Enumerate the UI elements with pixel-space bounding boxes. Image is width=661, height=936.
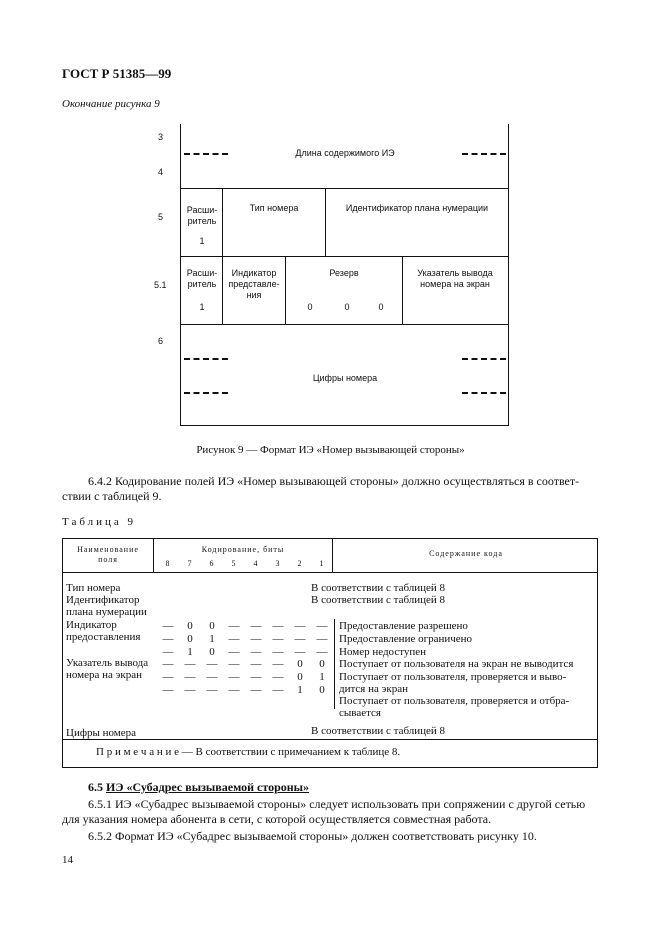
continuation-dash bbox=[184, 358, 228, 360]
bit-value: — bbox=[294, 620, 306, 632]
content-length-label: Длина содержимого ИЭ bbox=[295, 148, 395, 158]
bit-header: 5 bbox=[231, 559, 237, 568]
bit-value: 0 bbox=[297, 671, 303, 683]
bit-value: — bbox=[316, 620, 328, 632]
figure-caption: Рисунок 9 — Формат ИЭ «Номер вызывающей стороны» bbox=[196, 444, 465, 456]
bit-value: — bbox=[206, 684, 218, 696]
frame-divider bbox=[285, 256, 286, 324]
extension-label: Расши- ритель bbox=[186, 205, 218, 226]
number-type-label: Тип номера bbox=[249, 203, 299, 213]
bit-value: — bbox=[162, 671, 174, 683]
bit-value: — bbox=[250, 620, 262, 632]
table-row-name: Индикатор bbox=[66, 619, 117, 631]
frame-divider bbox=[325, 188, 326, 256]
continuation-dash bbox=[184, 153, 228, 155]
bit-value: 1 bbox=[187, 646, 193, 658]
screening-indicator-label: Указатель вывода номера на экран bbox=[417, 268, 493, 289]
table-row-name: Тип номера bbox=[66, 582, 121, 594]
bit-value: — bbox=[162, 633, 174, 645]
bit-value: — bbox=[272, 620, 284, 632]
table-row-name: номера на экран bbox=[66, 669, 143, 681]
bit-header: 2 bbox=[297, 559, 303, 568]
section-6-5-heading bbox=[88, 780, 309, 795]
extension-bit-5-1: 1 bbox=[199, 302, 205, 312]
bit-header: 3 bbox=[275, 559, 281, 568]
paragraph-6-5-2: 6.5.2 Формат ИЭ «Субадрес вызываемой стороны» должен соответствовать рисунку 10. bbox=[88, 829, 537, 843]
table-row-text: дится на экран bbox=[339, 683, 408, 695]
bit-value: — bbox=[228, 671, 240, 683]
bit-header: 1 bbox=[319, 559, 325, 568]
bit-value: — bbox=[162, 620, 174, 632]
bit-header: 4 bbox=[253, 559, 259, 568]
bit-value: 0 bbox=[209, 620, 215, 632]
table-head-content: Содержание кода bbox=[429, 549, 503, 558]
bit-value: 0 bbox=[187, 633, 193, 645]
continuation-dash bbox=[462, 358, 506, 360]
row-number-4: 4 bbox=[158, 167, 164, 177]
table-row-name: предоставления bbox=[66, 631, 141, 643]
bit-value: — bbox=[184, 658, 196, 670]
table-title: Таблица 9 bbox=[62, 516, 137, 528]
bit-header: 6 bbox=[209, 559, 215, 568]
figure-9 bbox=[0, 0, 661, 460]
continuation-dash bbox=[184, 392, 228, 394]
table-note-rule bbox=[63, 739, 597, 740]
table-col-divider bbox=[153, 539, 154, 572]
frame-bottom-edge bbox=[180, 425, 509, 426]
table-head-name: Наименование поля bbox=[77, 545, 139, 564]
frame-line-row5-top bbox=[180, 188, 509, 189]
table-row-name: плана нумерации bbox=[66, 606, 147, 618]
bit-value: — bbox=[184, 671, 196, 683]
continuation-dash bbox=[462, 153, 506, 155]
frame-divider bbox=[402, 256, 403, 324]
bit-header: 8 bbox=[165, 559, 171, 568]
bit-value: — bbox=[272, 646, 284, 658]
standard-code: ГОСТ Р 51385—99 bbox=[62, 66, 172, 81]
bit-value: 0 bbox=[209, 646, 215, 658]
row-number-6: 6 bbox=[158, 336, 164, 346]
bit-value: — bbox=[228, 633, 240, 645]
bit-value: — bbox=[206, 671, 218, 683]
row-number-5-1: 5.1 bbox=[154, 280, 167, 290]
table-row-text: Поступает от пользователя, проверяется и отбра- bbox=[339, 695, 570, 707]
row-number-3: 3 bbox=[158, 132, 164, 142]
bit-value: — bbox=[184, 684, 196, 696]
numbering-plan-label: Идентификатор плана нумерации bbox=[345, 203, 489, 213]
reserve-bit: 0 bbox=[378, 302, 384, 312]
table-row-text: сывается bbox=[339, 707, 381, 719]
table-row-text: Поступает от пользователя, проверяется и выво- bbox=[339, 671, 567, 683]
table-row-name: Цифры номера bbox=[66, 727, 137, 739]
reserve-bit: 0 bbox=[344, 302, 350, 312]
section-number: 6.5 bbox=[88, 780, 103, 794]
bit-value: — bbox=[272, 633, 284, 645]
bit-value: — bbox=[272, 658, 284, 670]
bit-value: 0 bbox=[319, 684, 325, 696]
bit-value: — bbox=[162, 684, 174, 696]
table-row-text: Номер недоступен bbox=[339, 646, 427, 658]
bit-value: — bbox=[294, 646, 306, 658]
bit-value: 1 bbox=[319, 671, 325, 683]
table-row-text: В соответствии с таблицей 8 bbox=[311, 582, 446, 594]
reserve-bit: 0 bbox=[307, 302, 313, 312]
bit-value: — bbox=[316, 646, 328, 658]
bit-header: 7 bbox=[187, 559, 193, 568]
table-row-name: Идентификатор bbox=[66, 594, 140, 606]
paragraph-6-5-1-line1: 6.5.1 ИЭ «Субадрес вызываемой стороны» следует использовать при сопряжении с другой сетью bbox=[88, 797, 586, 811]
paragraph-6-4-2-line1: 6.4.2 Кодирование полей ИЭ «Номер вызывающей стороны» должно осуществляться в соответ- bbox=[88, 474, 580, 488]
paragraph-6-4-2-line2: ствии с таблицей 9. bbox=[62, 489, 162, 503]
bit-value: 0 bbox=[187, 620, 193, 632]
paragraph-6-5-1-line2: для указания номера абонента в сети, с которой осуществляется совместная работа. bbox=[62, 812, 492, 826]
presentation-indicator-label: Индикатор представле- ния bbox=[228, 268, 280, 300]
frame-line-row6-top bbox=[180, 324, 509, 325]
extension-bit: 1 bbox=[199, 236, 205, 246]
bit-value: — bbox=[316, 633, 328, 645]
table-note: П р и м е ч а н и е — В соответствии с примечанием к таблице 8. bbox=[96, 746, 401, 758]
bit-value: — bbox=[206, 658, 218, 670]
frame-line-row51-top bbox=[180, 256, 509, 257]
table-row-text: Поступает от пользователя на экран не выводится bbox=[339, 658, 574, 670]
table-row-name: Указатель вывода bbox=[66, 657, 149, 669]
bit-value: — bbox=[228, 646, 240, 658]
section-title: ИЭ «Субадрес вызываемой стороны» bbox=[106, 780, 310, 794]
frame-right-edge bbox=[508, 124, 509, 426]
row-number-5: 5 bbox=[158, 212, 164, 222]
bit-value: 1 bbox=[297, 684, 303, 696]
bit-value: 1 bbox=[209, 633, 215, 645]
table-9 bbox=[62, 538, 598, 768]
bit-value: — bbox=[250, 684, 262, 696]
bit-value: — bbox=[294, 633, 306, 645]
table-bracket-line bbox=[334, 619, 335, 709]
table-header-rule bbox=[63, 572, 597, 573]
bit-value: — bbox=[272, 671, 284, 683]
frame-divider bbox=[222, 256, 223, 324]
bit-value: — bbox=[250, 658, 262, 670]
extension-label-5-1: Расши- ритель bbox=[186, 268, 218, 289]
bit-value: — bbox=[162, 658, 174, 670]
bit-value: 0 bbox=[319, 658, 325, 670]
bit-value: 0 bbox=[297, 658, 303, 670]
table-row-text: В соответствии с таблицей 8 bbox=[311, 594, 446, 606]
table-row-text: Предоставление ограничено bbox=[339, 633, 473, 645]
bit-value: — bbox=[228, 620, 240, 632]
bit-value: — bbox=[250, 633, 262, 645]
table-row-text: В соответствии с таблицей 8 bbox=[311, 725, 446, 737]
bit-value: — bbox=[250, 646, 262, 658]
page-number: 14 bbox=[62, 854, 73, 866]
reserve-label: Резерв bbox=[329, 268, 359, 278]
table-head-coding: Кодирование, биты bbox=[201, 545, 285, 554]
bit-value: — bbox=[228, 684, 240, 696]
continuation-dash bbox=[462, 392, 506, 394]
digits-label: Цифры номера bbox=[312, 373, 378, 383]
bit-value: — bbox=[162, 646, 174, 658]
bit-value: — bbox=[228, 658, 240, 670]
table-col-divider bbox=[332, 539, 333, 572]
bit-value: — bbox=[272, 684, 284, 696]
frame-divider bbox=[222, 188, 223, 256]
figure-end-note: Окончание рисунка 9 bbox=[62, 98, 160, 110]
bit-value: — bbox=[250, 671, 262, 683]
frame-left-edge bbox=[180, 124, 181, 426]
table-row-text: Предоставление разрешено bbox=[339, 620, 468, 632]
